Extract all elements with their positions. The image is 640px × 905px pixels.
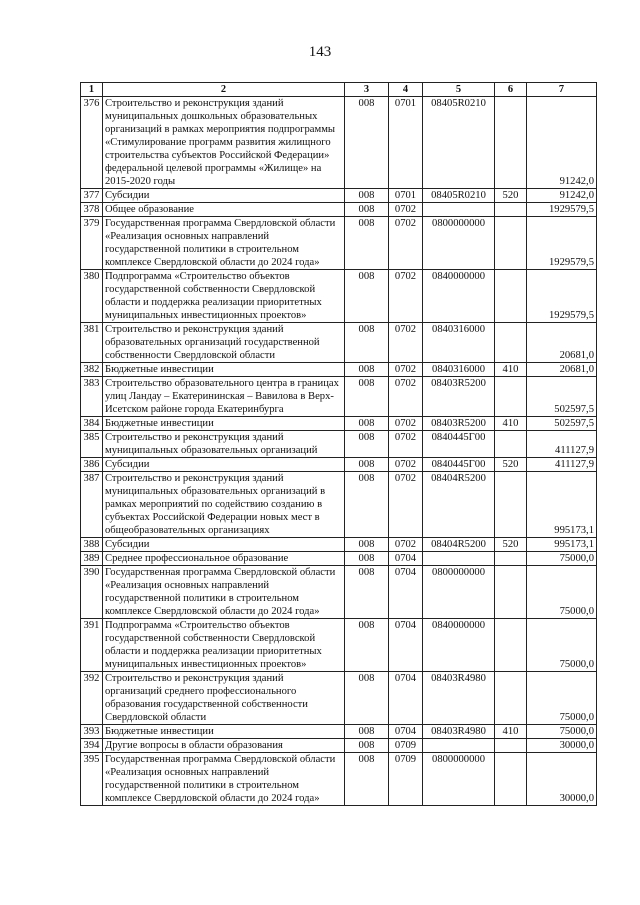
row-section: 0702 (389, 270, 423, 323)
row-ved: 008 (345, 431, 389, 458)
row-expense-type (495, 566, 527, 619)
row-number: 392 (81, 672, 103, 725)
row-target-code: 0800000000 (423, 566, 495, 619)
table-row (81, 725, 597, 739)
header-col-2: 2 (103, 83, 345, 97)
budget-table (80, 82, 597, 806)
table-row (81, 377, 597, 417)
row-amount: 30000,0 (527, 739, 597, 753)
row-section: 0709 (389, 753, 423, 806)
row-expense-type (495, 377, 527, 417)
row-section: 0702 (389, 417, 423, 431)
row-number: 378 (81, 203, 103, 217)
row-number: 383 (81, 377, 103, 417)
row-target-code: 08405R0210 (423, 97, 495, 189)
row-ved: 008 (345, 739, 389, 753)
row-target-code: 0840316000 (423, 363, 495, 377)
row-number: 381 (81, 323, 103, 363)
row-name: Бюджетные инвестиции (103, 363, 345, 377)
row-section: 0702 (389, 323, 423, 363)
table-row (81, 189, 597, 203)
table-row (81, 323, 597, 363)
row-amount: 75000,0 (527, 552, 597, 566)
row-section: 0702 (389, 203, 423, 217)
row-target-code: 08403R4980 (423, 725, 495, 739)
row-expense-type (495, 97, 527, 189)
row-number: 389 (81, 552, 103, 566)
row-number: 379 (81, 217, 103, 270)
row-ved: 008 (345, 217, 389, 270)
row-expense-type (495, 739, 527, 753)
header-col-5: 5 (423, 83, 495, 97)
row-number: 385 (81, 431, 103, 458)
row-target-code: 08404R5200 (423, 472, 495, 538)
row-ved: 008 (345, 538, 389, 552)
row-amount: 75000,0 (527, 619, 597, 672)
row-target-code: 0840445Г00 (423, 431, 495, 458)
header-col-7: 7 (527, 83, 597, 97)
row-target-code: 08403R4980 (423, 672, 495, 725)
row-section: 0709 (389, 739, 423, 753)
row-expense-type: 410 (495, 725, 527, 739)
row-name: Строительство и реконструкция зданий муниципальных образовательных организаций в рамках мероприятий по содействию созданию в субъектах Российской Федерации новых мест в общеобразовательных организациях (103, 472, 345, 538)
table-row (81, 472, 597, 538)
row-section: 0701 (389, 97, 423, 189)
row-name: Подпрограмма «Строительство объектов государственной собственности Свердловской области и поддержка реализации приоритетных муниципальных инвестиционных проектов» (103, 619, 345, 672)
row-name: Бюджетные инвестиции (103, 417, 345, 431)
row-target-code: 08403R5200 (423, 417, 495, 431)
row-ved: 008 (345, 725, 389, 739)
row-ved: 008 (345, 566, 389, 619)
row-section: 0704 (389, 619, 423, 672)
row-expense-type (495, 203, 527, 217)
table-row (81, 270, 597, 323)
row-name: Государственная программа Свердловской области «Реализация основных направлений государственной политики в строительном комплексе Свердловской области до 2024 года» (103, 753, 345, 806)
row-name: Бюджетные инвестиции (103, 725, 345, 739)
row-section: 0702 (389, 363, 423, 377)
row-target-code: 0800000000 (423, 217, 495, 270)
row-name: Государственная программа Свердловской области «Реализация основных направлений государственной политики в строительном комплексе Свердловской области до 2024 года» (103, 217, 345, 270)
row-amount: 502597,5 (527, 417, 597, 431)
row-expense-type (495, 217, 527, 270)
row-target-code (423, 552, 495, 566)
row-name: Строительство образовательного центра в границах улиц Ландау – Екатерининская – Вавилова в Верх-Исетском районе города Екатеринбурга (103, 377, 345, 417)
row-number: 387 (81, 472, 103, 538)
row-ved: 008 (345, 189, 389, 203)
row-name: Субсидии (103, 458, 345, 472)
header-col-3: 3 (345, 83, 389, 97)
row-expense-type: 410 (495, 417, 527, 431)
row-ved: 008 (345, 672, 389, 725)
row-ved: 008 (345, 552, 389, 566)
row-section: 0702 (389, 458, 423, 472)
row-name: Субсидии (103, 189, 345, 203)
row-target-code (423, 203, 495, 217)
row-expense-type (495, 552, 527, 566)
row-ved: 008 (345, 417, 389, 431)
row-expense-type (495, 753, 527, 806)
row-target-code: 0840000000 (423, 270, 495, 323)
row-target-code: 08404R5200 (423, 538, 495, 552)
row-expense-type (495, 672, 527, 725)
row-name: Общее образование (103, 203, 345, 217)
row-section: 0702 (389, 472, 423, 538)
row-amount: 1929579,5 (527, 203, 597, 217)
row-ved: 008 (345, 97, 389, 189)
row-amount: 91242,0 (527, 97, 597, 189)
table-row (81, 552, 597, 566)
row-name: Другие вопросы в области образования (103, 739, 345, 753)
row-name: Субсидии (103, 538, 345, 552)
row-expense-type (495, 323, 527, 363)
row-ved: 008 (345, 753, 389, 806)
row-name: Строительство и реконструкция зданий организаций среднего профессионального образования государственной собственности Свердловской области (103, 672, 345, 725)
row-expense-type (495, 472, 527, 538)
page-number: 143 (308, 44, 332, 60)
row-number: 390 (81, 566, 103, 619)
row-target-code: 0840316000 (423, 323, 495, 363)
row-ved: 008 (345, 472, 389, 538)
row-name: Среднее профессиональное образование (103, 552, 345, 566)
row-name: Подпрограмма «Строительство объектов государственной собственности Свердловской области и поддержка реализации приоритетных муниципальных инвестиционных проектов» (103, 270, 345, 323)
row-ved: 008 (345, 270, 389, 323)
row-number: 380 (81, 270, 103, 323)
table-row (81, 417, 597, 431)
row-section: 0704 (389, 725, 423, 739)
row-amount: 91242,0 (527, 189, 597, 203)
row-number: 388 (81, 538, 103, 552)
row-number: 393 (81, 725, 103, 739)
row-amount: 75000,0 (527, 566, 597, 619)
row-amount: 411127,9 (527, 431, 597, 458)
row-amount: 75000,0 (527, 725, 597, 739)
row-number: 386 (81, 458, 103, 472)
row-amount: 995173,1 (527, 538, 597, 552)
row-number: 376 (81, 97, 103, 189)
row-name: Строительство и реконструкция зданий муниципальных образовательных организаций (103, 431, 345, 458)
row-amount: 995173,1 (527, 472, 597, 538)
table-row (81, 363, 597, 377)
table-row (81, 566, 597, 619)
row-amount: 1929579,5 (527, 270, 597, 323)
table-row (81, 431, 597, 458)
row-expense-type (495, 431, 527, 458)
header-col-4: 4 (389, 83, 423, 97)
row-target-code: 0840000000 (423, 619, 495, 672)
header-col-1: 1 (81, 83, 103, 97)
header-col-6: 6 (495, 83, 527, 97)
row-ved: 008 (345, 458, 389, 472)
row-number: 384 (81, 417, 103, 431)
row-expense-type (495, 619, 527, 672)
row-number: 377 (81, 189, 103, 203)
row-target-code (423, 739, 495, 753)
header-row (81, 83, 597, 97)
table-row (81, 458, 597, 472)
row-number: 382 (81, 363, 103, 377)
table-row (81, 217, 597, 270)
row-amount: 411127,9 (527, 458, 597, 472)
row-amount: 502597,5 (527, 377, 597, 417)
row-section: 0704 (389, 566, 423, 619)
row-amount: 1929579,5 (527, 217, 597, 270)
row-name: Государственная программа Свердловской области «Реализация основных направлений государственной политики в строительном комплексе Свердловской области до 2024 года» (103, 566, 345, 619)
row-amount: 75000,0 (527, 672, 597, 725)
row-ved: 008 (345, 619, 389, 672)
row-ved: 008 (345, 203, 389, 217)
row-section: 0702 (389, 538, 423, 552)
row-target-code: 0800000000 (423, 753, 495, 806)
row-expense-type: 520 (495, 189, 527, 203)
table-row (81, 97, 597, 189)
table-row (81, 619, 597, 672)
row-name: Строительство и реконструкция зданий муниципальных дошкольных образовательных организаций в рамках мероприятия подпрограммы «Стимулирование программ развития жилищного строительства субъектов Российской Федерации» федеральной целевой программы «Жилище» на 2015-2020 годы (103, 97, 345, 189)
row-section: 0704 (389, 672, 423, 725)
row-section: 0702 (389, 217, 423, 270)
row-amount: 30000,0 (527, 753, 597, 806)
row-section: 0701 (389, 189, 423, 203)
row-expense-type: 520 (495, 458, 527, 472)
row-amount: 20681,0 (527, 323, 597, 363)
row-ved: 008 (345, 377, 389, 417)
row-number: 391 (81, 619, 103, 672)
table-row (81, 672, 597, 725)
row-expense-type: 520 (495, 538, 527, 552)
table-row (81, 739, 597, 753)
row-expense-type (495, 270, 527, 323)
row-expense-type: 410 (495, 363, 527, 377)
table-row (81, 203, 597, 217)
row-target-code: 08405R0210 (423, 189, 495, 203)
row-section: 0702 (389, 377, 423, 417)
row-section: 0702 (389, 431, 423, 458)
row-amount: 20681,0 (527, 363, 597, 377)
row-section: 0704 (389, 552, 423, 566)
row-name: Строительство и реконструкция зданий образовательных организаций государственной собственности Свердловской области (103, 323, 345, 363)
table-row (81, 538, 597, 552)
table-row (81, 753, 597, 806)
row-ved: 008 (345, 323, 389, 363)
row-number: 394 (81, 739, 103, 753)
row-target-code: 0840445Г00 (423, 458, 495, 472)
row-target-code: 08403R5200 (423, 377, 495, 417)
row-ved: 008 (345, 363, 389, 377)
row-number: 395 (81, 753, 103, 806)
